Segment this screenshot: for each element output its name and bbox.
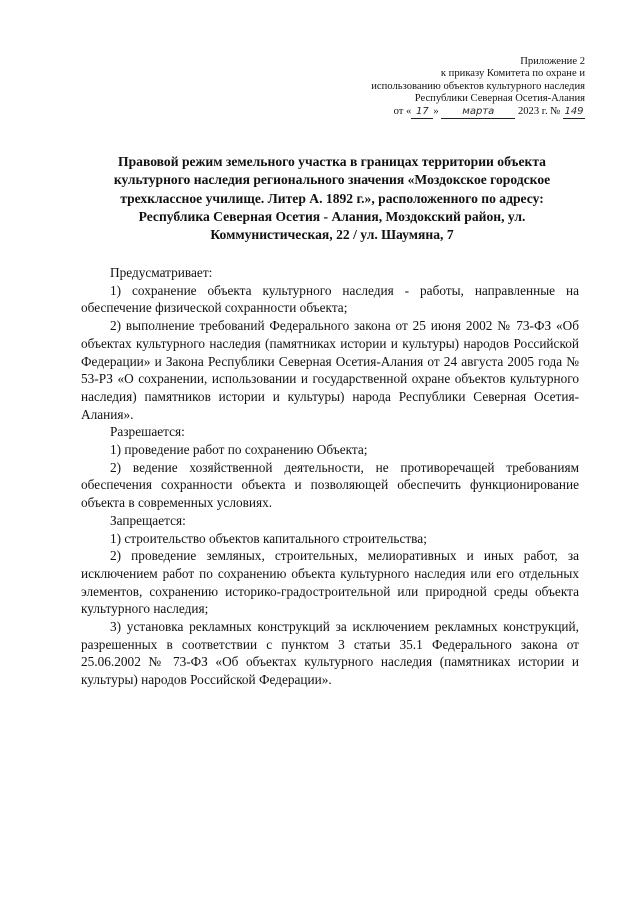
title-line-5: Коммунистическая, 22 / ул. Шаумяна, 7 <box>210 227 454 243</box>
provides-item-2: 2) выполнение требований Федерального закона от 25 июня 2002 № 73-ФЗ «Об объектах культурного наследия (памятниках истории и культуры) народов Российской Федерации» и Закона Республики Северная Осетия-Алания от 24 августа 2005 года № 53-РЗ «О сохранении, использовании и государственной охране объектов культурного наследия) памятников истории и культуры) народа Республики Северная Осетия-Алания». <box>81 318 579 422</box>
date-day-handwritten: 17 <box>411 106 433 119</box>
appendix-committee: использованию объектов культурного наследия <box>371 80 585 92</box>
title-line-3: трехклассное училище. Литер А. 1892 г.», расположенного по адресу: <box>120 190 544 206</box>
order-number-handwritten: 149 <box>563 106 585 119</box>
provides-item-1: 1) сохранение объекта культурного наследия - работы, направленные на обеспечение физической сохранности объекта; <box>81 282 579 316</box>
forbidden-heading: Запрещается: <box>110 512 186 528</box>
title-line-1: Правовой режим земельного участка в границах территории объекта <box>118 154 546 169</box>
appendix-block <box>371 56 585 119</box>
appendix-order-ref: к приказу Комитета по охране и <box>440 68 585 80</box>
provides-heading: Предусматривает: <box>110 265 213 280</box>
allowed-item-2: 2) ведение хозяйственной деятельности, не противоречащей требованиям обеспечения сохранности объекта и позволяющей обеспечить функционирование объекта в современных условиях. <box>81 459 579 511</box>
date-mid: » <box>433 105 439 117</box>
forbidden-item-2: 2) проведение земляных, строительных, мелиоративных и иных работ, за исключением работ по сохранению объекта культурного наследия или его отдельных элементов, сохранению историко-градостроительной или природной среды объекта культурного наследия; <box>81 548 579 617</box>
document-body <box>81 264 579 689</box>
forbidden-item-1: 1) строительство объектов капитального строительства; <box>110 530 427 546</box>
date-prefix: от « <box>393 105 412 117</box>
date-year: 2023 г. № <box>517 105 561 117</box>
appendix-republic: Республики Северная Осетия-Алания <box>414 93 585 105</box>
title-line-4: Республика Северная Осетия - Алания, Моздокский район, ул. <box>138 208 526 224</box>
appendix-date-line <box>371 106 585 119</box>
date-month-handwritten: марта <box>441 106 515 119</box>
allowed-item-1: 1) проведение работ по сохранению Объекта; <box>110 442 368 458</box>
allowed-heading: Разрешается: <box>110 424 185 440</box>
title-line-2: культурного наследия регионального значения «Моздокское городское <box>113 172 551 188</box>
document-title <box>92 153 572 244</box>
forbidden-item-3: 3) установка рекламных конструкций за исключением рекламных конструкций, разрешенных в соответствии с пунктом 3 статьи 35.1 Федерального закона от 25.06.2002 № 73-ФЗ «Об объектах культурного наследия (памятниках истории и культуры) народов Российской Федерации». <box>81 619 579 688</box>
appendix-title: Приложение 2 <box>520 56 585 67</box>
